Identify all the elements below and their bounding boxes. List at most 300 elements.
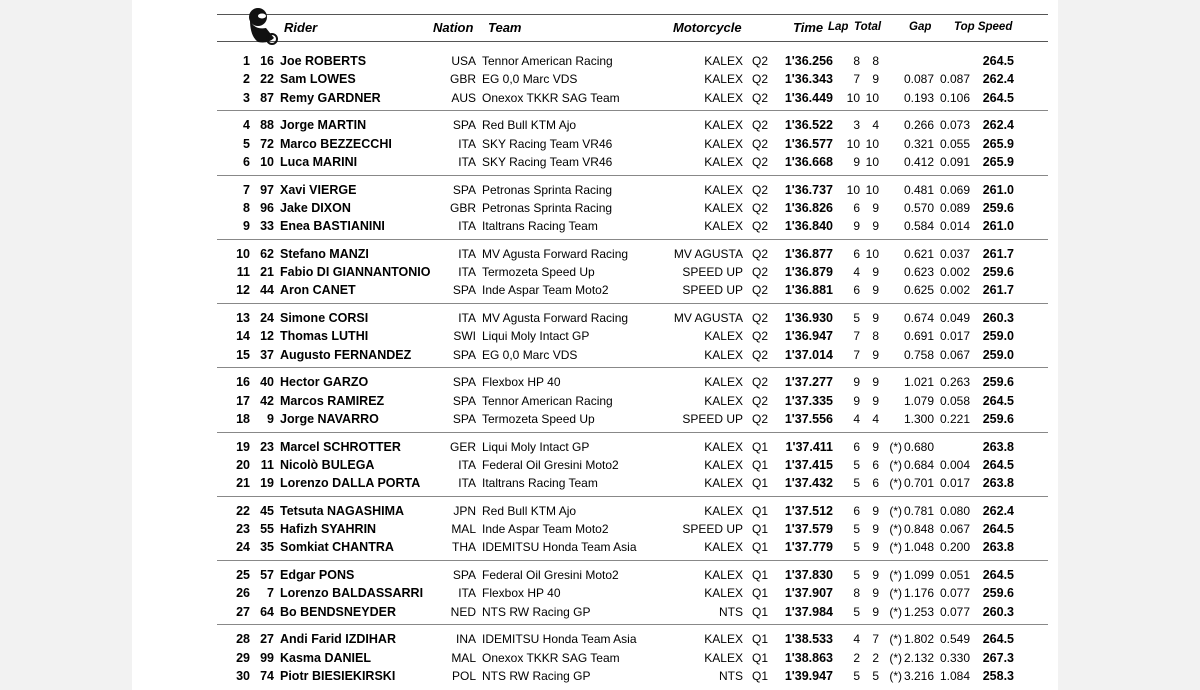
note-mark: (*) bbox=[889, 568, 902, 582]
rider-number: 33 bbox=[260, 219, 274, 233]
note-mark: (*) bbox=[889, 632, 902, 647]
lap: 6 bbox=[853, 283, 860, 298]
rider-name: Tetsuta NAGASHIMA bbox=[280, 503, 405, 518]
motorcycle: KALEX bbox=[704, 329, 743, 344]
lap-time: 1'38.863 bbox=[784, 650, 833, 665]
team: EG 0,0 Marc VDS bbox=[482, 72, 578, 87]
session: Q1 bbox=[752, 586, 769, 601]
nation: ITA bbox=[458, 265, 476, 279]
top-speed: 258.3 bbox=[982, 668, 1014, 683]
rider-number: 42 bbox=[260, 393, 274, 408]
session: Q1 bbox=[752, 604, 769, 619]
top-speed: 259.6 bbox=[982, 200, 1014, 215]
total-laps: 8 bbox=[872, 54, 879, 68]
position: 25 bbox=[236, 568, 250, 582]
motorcycle: KALEX bbox=[704, 393, 743, 408]
total-laps: 4 bbox=[872, 411, 879, 426]
motorcycle: MV AGUSTA bbox=[673, 311, 743, 325]
gap: 1.253 bbox=[903, 604, 934, 619]
rider-name: Piotr BIESIEKIRSKI bbox=[280, 668, 396, 683]
position: 9 bbox=[243, 219, 250, 233]
rider-number: 72 bbox=[260, 136, 274, 151]
motorcycle: KALEX bbox=[704, 503, 743, 518]
rider-number: 45 bbox=[260, 503, 274, 518]
lap-time: 1'36.877 bbox=[784, 246, 833, 261]
total-laps: 10 bbox=[865, 90, 879, 105]
team: Inde Aspar Team Moto2 bbox=[482, 283, 609, 298]
note-mark: (*) bbox=[889, 668, 902, 683]
position: 13 bbox=[236, 311, 250, 325]
table-row bbox=[132, 198, 1058, 216]
motorcycle: SPEED UP bbox=[682, 522, 743, 536]
table-row bbox=[132, 326, 1058, 344]
position: 3 bbox=[243, 90, 250, 105]
rider-name: Somkiat CHANTRA bbox=[280, 540, 394, 555]
table-row bbox=[132, 565, 1058, 583]
team: Flexbox HP 40 bbox=[482, 586, 561, 601]
table-row bbox=[132, 216, 1058, 234]
top-speed: 263.8 bbox=[982, 476, 1014, 490]
rider-number: 12 bbox=[260, 329, 274, 344]
lap: 5 bbox=[853, 540, 860, 555]
rider-number: 9 bbox=[267, 411, 274, 426]
position: 8 bbox=[243, 200, 250, 215]
nation: ITA bbox=[458, 219, 476, 233]
session: Q1 bbox=[752, 650, 769, 665]
rider-name: Hafizh SYAHRIN bbox=[280, 522, 377, 536]
table-row bbox=[132, 244, 1058, 262]
position: 10 bbox=[236, 246, 250, 261]
table-row bbox=[132, 455, 1058, 473]
session: Q1 bbox=[752, 540, 769, 555]
top-speed: 259.0 bbox=[982, 347, 1014, 362]
session: Q2 bbox=[752, 90, 769, 105]
total-laps: 9 bbox=[872, 347, 879, 362]
team: Federal Oil Gresini Moto2 bbox=[482, 568, 619, 582]
gap-previous: 0.330 bbox=[939, 650, 970, 665]
total-laps: 9 bbox=[872, 311, 879, 325]
lap-time: 1'36.879 bbox=[784, 265, 833, 279]
gap-previous: 0.200 bbox=[939, 540, 970, 555]
gap-previous: 0.014 bbox=[939, 219, 970, 233]
gap-previous: 0.087 bbox=[939, 72, 970, 87]
lap: 7 bbox=[853, 72, 860, 87]
motorcycle: KALEX bbox=[704, 182, 743, 197]
lap-time: 1'36.522 bbox=[784, 118, 833, 133]
nation: SWI bbox=[453, 329, 476, 344]
position: 30 bbox=[236, 668, 250, 683]
rider-name: Jake DIXON bbox=[280, 200, 351, 215]
position: 18 bbox=[236, 411, 250, 426]
motorcycle: MV AGUSTA bbox=[673, 246, 743, 261]
team: NTS RW Racing GP bbox=[482, 604, 591, 619]
gap-previous: 0.549 bbox=[939, 632, 970, 647]
nation: SPA bbox=[452, 568, 476, 582]
team: Federal Oil Gresini Moto2 bbox=[482, 457, 619, 472]
total-laps: 9 bbox=[872, 200, 879, 215]
table-row bbox=[132, 88, 1058, 106]
nation: ITA bbox=[458, 586, 476, 601]
lap: 4 bbox=[853, 632, 860, 647]
team: Onexox TKKR SAG Team bbox=[482, 650, 620, 665]
lap-time: 1'37.277 bbox=[784, 375, 833, 390]
top-speed: 259.6 bbox=[982, 411, 1014, 426]
gap-previous: 0.055 bbox=[939, 136, 970, 151]
lap: 2 bbox=[853, 650, 860, 665]
rider-number: 62 bbox=[260, 246, 274, 261]
rider-number: 97 bbox=[260, 182, 274, 197]
team: Termozeta Speed Up bbox=[482, 265, 595, 279]
session: Q2 bbox=[752, 200, 769, 215]
table-row bbox=[132, 391, 1058, 409]
team: NTS RW Racing GP bbox=[482, 668, 591, 683]
lap: 4 bbox=[853, 411, 860, 426]
header-lap: Lap bbox=[828, 21, 849, 33]
gap: 0.412 bbox=[903, 154, 934, 169]
team: SKY Racing Team VR46 bbox=[482, 136, 613, 151]
top-speed: 259.6 bbox=[982, 265, 1014, 279]
rider-name: Fabio DI GIANNANTONIO bbox=[280, 265, 431, 279]
lap-time: 1'37.411 bbox=[785, 439, 833, 454]
results-table bbox=[132, 0, 1058, 690]
lap-time: 1'36.881 bbox=[784, 283, 833, 298]
nation: ITA bbox=[458, 457, 476, 472]
total-laps: 9 bbox=[872, 283, 879, 298]
group-separator bbox=[217, 175, 1048, 176]
session: Q2 bbox=[752, 411, 769, 426]
nation: GER bbox=[449, 439, 476, 454]
rider-number: 64 bbox=[260, 604, 274, 619]
top-speed: 261.0 bbox=[982, 219, 1014, 233]
session: Q2 bbox=[752, 72, 769, 87]
total-laps: 9 bbox=[872, 439, 879, 454]
position: 11 bbox=[236, 265, 250, 279]
nation: NED bbox=[450, 604, 476, 619]
nation: ITA bbox=[458, 154, 476, 169]
top-speed: 265.9 bbox=[982, 154, 1014, 169]
rider-name: Hector GARZO bbox=[280, 375, 369, 390]
team: MV Agusta Forward Racing bbox=[482, 246, 629, 261]
lap-time: 1'36.256 bbox=[784, 54, 833, 68]
table-row bbox=[132, 180, 1058, 198]
group-separator bbox=[217, 239, 1048, 240]
gap: 1.099 bbox=[903, 568, 934, 582]
team: Red Bull KTM Ajo bbox=[482, 118, 577, 133]
nation: POL bbox=[451, 668, 476, 683]
lap: 8 bbox=[853, 54, 860, 68]
total-laps: 6 bbox=[872, 457, 879, 472]
header-time: Time bbox=[793, 20, 824, 35]
gap-previous: 0.080 bbox=[939, 503, 970, 518]
lap: 5 bbox=[853, 668, 860, 683]
session: Q2 bbox=[752, 265, 769, 279]
top-speed: 261.7 bbox=[982, 283, 1014, 298]
gap-previous: 0.073 bbox=[939, 118, 970, 133]
gap: 0.691 bbox=[903, 329, 934, 344]
gap-previous: 0.089 bbox=[939, 200, 970, 215]
rider-name: Lorenzo DALLA PORTA bbox=[280, 476, 421, 490]
lap: 9 bbox=[853, 154, 860, 169]
gap: 1.300 bbox=[903, 411, 934, 426]
rider-name: Xavi VIERGE bbox=[280, 182, 357, 197]
rider-number: 27 bbox=[260, 632, 274, 647]
position: 22 bbox=[236, 503, 250, 518]
lap-time: 1'37.579 bbox=[784, 522, 833, 536]
top-speed: 264.5 bbox=[982, 522, 1014, 536]
table-row bbox=[132, 648, 1058, 666]
gap-previous: 1.084 bbox=[939, 668, 970, 683]
top-speed: 267.3 bbox=[982, 650, 1014, 665]
total-laps: 9 bbox=[872, 586, 879, 601]
nation: SPA bbox=[452, 393, 476, 408]
note-mark: (*) bbox=[889, 540, 902, 555]
rider-name: Jorge NAVARRO bbox=[280, 411, 379, 426]
motorcycle: KALEX bbox=[704, 347, 743, 362]
gap-previous: 0.067 bbox=[939, 522, 970, 536]
top-speed: 264.5 bbox=[982, 393, 1014, 408]
table-row bbox=[132, 537, 1058, 555]
total-laps: 5 bbox=[872, 668, 879, 683]
gap: 1.021 bbox=[903, 375, 934, 390]
table-row bbox=[132, 280, 1058, 298]
motorcycle: KALEX bbox=[704, 219, 743, 233]
total-laps: 9 bbox=[872, 375, 879, 390]
session: Q2 bbox=[752, 347, 769, 362]
lap-time: 1'37.779 bbox=[784, 540, 833, 555]
nation: AUS bbox=[451, 90, 476, 105]
group-separator bbox=[217, 303, 1048, 304]
top-speed: 262.4 bbox=[982, 72, 1014, 87]
rider-name: Lorenzo BALDASSARRI bbox=[280, 586, 424, 601]
total-laps: 2 bbox=[872, 650, 879, 665]
nation: SPA bbox=[452, 411, 476, 426]
top-speed: 262.4 bbox=[982, 118, 1014, 133]
total-laps: 4 bbox=[872, 118, 879, 133]
lap-time: 1'37.907 bbox=[784, 586, 833, 601]
gap: 0.321 bbox=[903, 136, 934, 151]
session: Q1 bbox=[752, 476, 769, 490]
session: Q2 bbox=[752, 246, 769, 261]
total-laps: 10 bbox=[865, 246, 879, 261]
nation: MAL bbox=[451, 650, 476, 665]
rider-number: 11 bbox=[260, 457, 274, 472]
total-laps: 9 bbox=[872, 568, 879, 582]
team: Inde Aspar Team Moto2 bbox=[482, 522, 609, 536]
top-speed: 263.8 bbox=[982, 540, 1014, 555]
lap-time: 1'36.737 bbox=[784, 182, 833, 197]
lap: 9 bbox=[853, 375, 860, 390]
gap: 0.625 bbox=[903, 283, 934, 298]
table-row bbox=[132, 666, 1058, 684]
rider-name: Enea BASTIANINI bbox=[280, 219, 385, 233]
position: 27 bbox=[236, 604, 250, 619]
group-separator bbox=[217, 496, 1048, 497]
gap-previous: 0.017 bbox=[939, 476, 970, 490]
position: 7 bbox=[243, 182, 250, 197]
gap-previous: 0.017 bbox=[939, 329, 970, 344]
nation: INA bbox=[455, 632, 476, 647]
position: 17 bbox=[236, 393, 250, 408]
rider-name: Marcos RAMIREZ bbox=[280, 393, 385, 408]
rider-name: Andi Farid IZDIHAR bbox=[280, 632, 396, 647]
rider-name: Kasma DANIEL bbox=[280, 650, 371, 665]
position: 24 bbox=[236, 540, 250, 555]
gap-previous: 0.067 bbox=[939, 347, 970, 362]
gap-previous: 0.221 bbox=[939, 411, 970, 426]
gap-previous: 0.049 bbox=[939, 311, 970, 325]
motorcycle: KALEX bbox=[704, 54, 743, 68]
motorcycle: KALEX bbox=[704, 154, 743, 169]
nation: MAL bbox=[451, 522, 476, 536]
lap: 6 bbox=[853, 439, 860, 454]
nation: ITA bbox=[458, 246, 476, 261]
motorcycle: KALEX bbox=[704, 136, 743, 151]
total-laps: 6 bbox=[872, 476, 879, 490]
team: Italtrans Racing Team bbox=[482, 476, 598, 490]
top-speed: 265.9 bbox=[982, 136, 1014, 151]
team: Petronas Sprinta Racing bbox=[482, 200, 613, 215]
note-mark: (*) bbox=[889, 476, 902, 490]
position: 29 bbox=[236, 650, 250, 665]
nation: GBR bbox=[449, 200, 476, 215]
gap: 0.684 bbox=[903, 457, 934, 472]
total-laps: 9 bbox=[872, 503, 879, 518]
header-motorcycle: Motorcycle bbox=[673, 20, 742, 35]
motorcycle: KALEX bbox=[704, 457, 743, 472]
session: Q1 bbox=[752, 668, 769, 683]
position: 20 bbox=[236, 457, 250, 472]
motorcycle: KALEX bbox=[704, 375, 743, 390]
team: Onexox TKKR SAG Team bbox=[482, 90, 620, 105]
session: Q1 bbox=[752, 568, 769, 582]
table-row bbox=[132, 583, 1058, 601]
lap-time: 1'37.014 bbox=[784, 347, 833, 362]
gap: 0.584 bbox=[903, 219, 934, 233]
header-gap: Gap bbox=[909, 21, 932, 33]
position: 14 bbox=[236, 329, 250, 344]
rider-name: Nicolò BULEGA bbox=[280, 457, 375, 472]
lap: 7 bbox=[853, 347, 860, 362]
gap-previous: 0.058 bbox=[939, 393, 970, 408]
team: Tennor American Racing bbox=[482, 393, 613, 408]
lap-time: 1'37.335 bbox=[784, 393, 833, 408]
position: 15 bbox=[236, 347, 250, 362]
motorcycle: KALEX bbox=[704, 568, 743, 582]
rider-number: 55 bbox=[260, 522, 274, 536]
session: Q2 bbox=[752, 118, 769, 133]
lap: 6 bbox=[853, 246, 860, 261]
table-row bbox=[132, 345, 1058, 363]
rider-number: 37 bbox=[260, 347, 274, 362]
rider-number: 7 bbox=[267, 586, 274, 601]
rider-number: 23 bbox=[260, 439, 274, 454]
team: EG 0,0 Marc VDS bbox=[482, 347, 578, 362]
rider-name: Marco BEZZECCHI bbox=[280, 136, 392, 151]
gap: 0.680 bbox=[903, 439, 934, 454]
gap-previous: 0.091 bbox=[939, 154, 970, 169]
note-mark: (*) bbox=[889, 457, 902, 472]
session: Q2 bbox=[752, 154, 769, 169]
table-row bbox=[132, 69, 1058, 87]
position: 16 bbox=[236, 375, 250, 390]
table-row bbox=[132, 629, 1058, 647]
motorcycle: KALEX bbox=[704, 200, 743, 215]
position: 23 bbox=[236, 522, 250, 536]
lap: 10 bbox=[846, 136, 860, 151]
gap: 0.621 bbox=[903, 246, 934, 261]
rider-name: Stefano MANZI bbox=[280, 246, 369, 261]
session: Q1 bbox=[752, 457, 769, 472]
lap: 3 bbox=[853, 118, 860, 133]
motorcycle: KALEX bbox=[704, 476, 743, 490]
position: 4 bbox=[243, 118, 250, 133]
rider-number: 88 bbox=[260, 118, 274, 133]
rider-number: 10 bbox=[260, 154, 274, 169]
team: Flexbox HP 40 bbox=[482, 375, 561, 390]
rider-name: Edgar PONS bbox=[280, 568, 355, 582]
gap: 0.623 bbox=[903, 265, 934, 279]
lap: 10 bbox=[846, 90, 860, 105]
lap: 9 bbox=[853, 393, 860, 408]
total-laps: 9 bbox=[872, 219, 879, 233]
rider-number: 87 bbox=[260, 90, 274, 105]
team: Red Bull KTM Ajo bbox=[482, 503, 577, 518]
rider-number: 57 bbox=[260, 568, 274, 582]
lap: 5 bbox=[853, 311, 860, 325]
motorcycle: KALEX bbox=[704, 540, 743, 555]
lap-time: 1'37.415 bbox=[784, 457, 833, 472]
team: IDEMITSU Honda Team Asia bbox=[482, 632, 637, 647]
gap: 0.087 bbox=[903, 72, 934, 87]
lap-time: 1'39.947 bbox=[784, 668, 833, 683]
table-row bbox=[132, 437, 1058, 455]
session: Q2 bbox=[752, 393, 769, 408]
rider-number: 35 bbox=[260, 540, 274, 555]
rider-number: 44 bbox=[260, 283, 274, 298]
rider-name: Luca MARINI bbox=[280, 154, 358, 169]
motorcycle: NTS bbox=[719, 668, 743, 683]
rider-number: 96 bbox=[260, 200, 274, 215]
gap: 0.758 bbox=[903, 347, 934, 362]
gap-previous: 0.106 bbox=[939, 90, 970, 105]
team: MV Agusta Forward Racing bbox=[482, 311, 629, 325]
group-separator bbox=[217, 110, 1048, 111]
top-speed: 264.5 bbox=[982, 632, 1014, 647]
rider-name: Aron CANET bbox=[280, 283, 356, 298]
rider-name: Sam LOWES bbox=[280, 72, 356, 87]
note-mark: (*) bbox=[889, 586, 902, 601]
gap-previous: 0.002 bbox=[939, 283, 970, 298]
top-speed: 259.6 bbox=[982, 586, 1014, 601]
gap: 0.266 bbox=[903, 118, 934, 133]
session: Q1 bbox=[752, 632, 769, 647]
lap-time: 1'37.512 bbox=[784, 503, 833, 518]
table-row bbox=[132, 409, 1058, 427]
motorcycle: SPEED UP bbox=[682, 283, 743, 298]
gap: 0.848 bbox=[903, 522, 934, 536]
session: Q2 bbox=[752, 311, 769, 325]
total-laps: 9 bbox=[872, 522, 879, 536]
gap: 1.048 bbox=[903, 540, 934, 555]
gap: 3.216 bbox=[903, 668, 934, 683]
position: 6 bbox=[243, 154, 250, 169]
lap: 9 bbox=[853, 219, 860, 233]
motorcycle: KALEX bbox=[704, 586, 743, 601]
group-separator bbox=[217, 560, 1048, 561]
rider-name: Remy GARDNER bbox=[280, 90, 381, 105]
nation: SPA bbox=[452, 182, 476, 197]
team: Liqui Moly Intact GP bbox=[482, 329, 590, 344]
